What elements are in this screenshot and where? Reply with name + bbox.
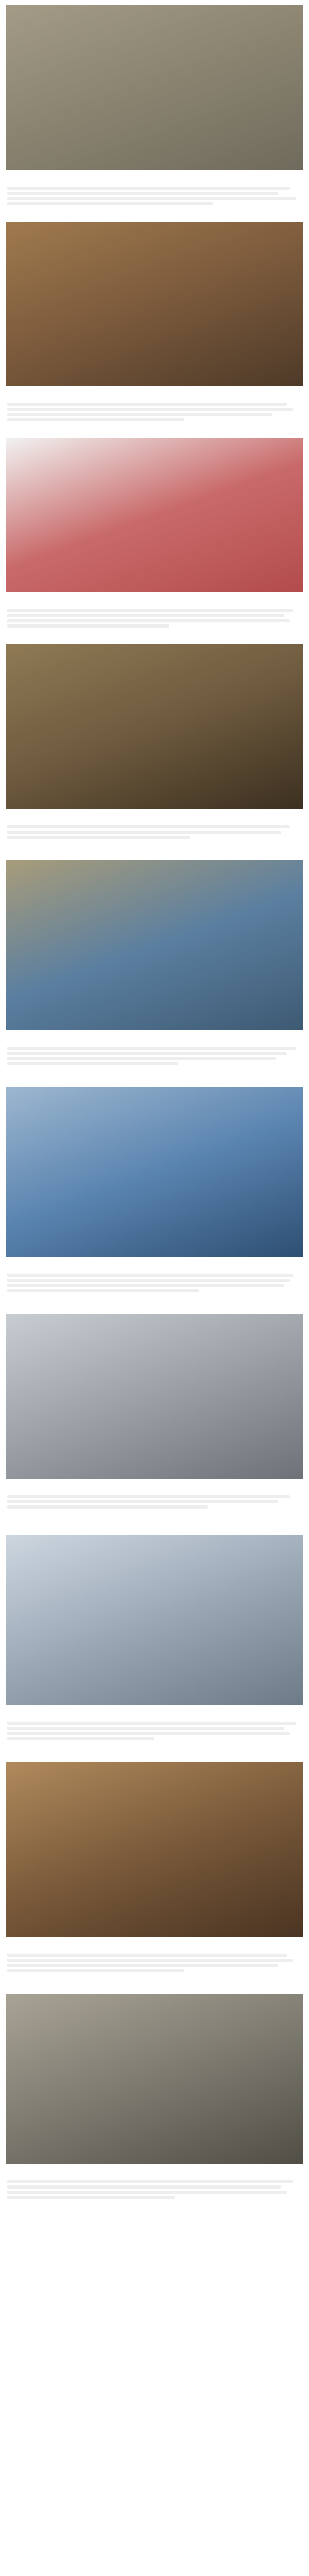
photo-fill — [6, 5, 303, 170]
section-photo — [6, 1994, 303, 2164]
text-line — [7, 187, 290, 190]
photo-fill — [6, 1535, 303, 1705]
text-line — [7, 1062, 178, 1065]
section-text — [7, 1045, 302, 1074]
photo-fill — [6, 860, 303, 1030]
text-line — [7, 1732, 290, 1735]
text-line — [7, 1964, 278, 1967]
section-photo — [6, 1314, 303, 1479]
text-line — [7, 197, 296, 200]
photo-fill — [6, 222, 303, 386]
text-line — [7, 609, 293, 612]
section-photo — [6, 438, 303, 592]
text-line — [7, 1274, 293, 1277]
text-line — [7, 825, 290, 828]
text-line — [7, 192, 278, 195]
text-line — [7, 1505, 208, 1509]
text-line — [7, 2196, 175, 2199]
text-line — [7, 1289, 199, 1292]
section-photo — [6, 1762, 303, 1937]
photo-fill — [6, 1994, 303, 2164]
text-line — [7, 1047, 296, 1050]
section-photo — [6, 644, 303, 809]
text-line — [7, 831, 281, 834]
section-photo — [6, 222, 303, 386]
section-photo — [6, 1535, 303, 1705]
section-text — [7, 1272, 302, 1300]
text-line — [7, 1500, 278, 1503]
text-line — [7, 2185, 281, 2189]
text-line — [7, 836, 190, 839]
section-text — [7, 184, 302, 213]
section-text — [7, 1493, 302, 1522]
text-line — [7, 418, 184, 421]
section-text — [7, 607, 302, 636]
text-line — [7, 1284, 284, 1287]
photo-fill — [6, 644, 303, 809]
text-line — [7, 1969, 184, 1972]
text-line — [7, 403, 287, 406]
section-text — [7, 2178, 302, 2207]
text-line — [7, 1722, 296, 1725]
section-text — [7, 823, 302, 852]
text-line — [7, 2180, 293, 2183]
section-photo — [6, 5, 303, 170]
text-line — [7, 1954, 287, 1957]
text-line — [7, 624, 169, 628]
text-line — [7, 408, 293, 411]
text-line — [7, 2191, 287, 2194]
text-line — [7, 614, 284, 617]
text-line — [7, 1959, 293, 1962]
section-photo — [6, 860, 303, 1030]
section-text — [7, 1952, 302, 1980]
section-text — [7, 1720, 302, 1749]
photo-fill — [6, 1762, 303, 1937]
section-photo — [6, 1087, 303, 1257]
photo-fill — [6, 1314, 303, 1479]
text-line — [7, 1279, 290, 1282]
photo-fill — [6, 438, 303, 592]
text-line — [7, 1495, 290, 1498]
text-line — [7, 1737, 154, 1740]
text-line — [7, 202, 213, 205]
text-line — [7, 619, 290, 622]
text-line — [7, 413, 272, 416]
text-line — [7, 1057, 276, 1060]
text-line — [7, 1727, 284, 1730]
section-text — [7, 401, 302, 430]
photo-fill — [6, 1087, 303, 1257]
text-line — [7, 1052, 287, 1055]
